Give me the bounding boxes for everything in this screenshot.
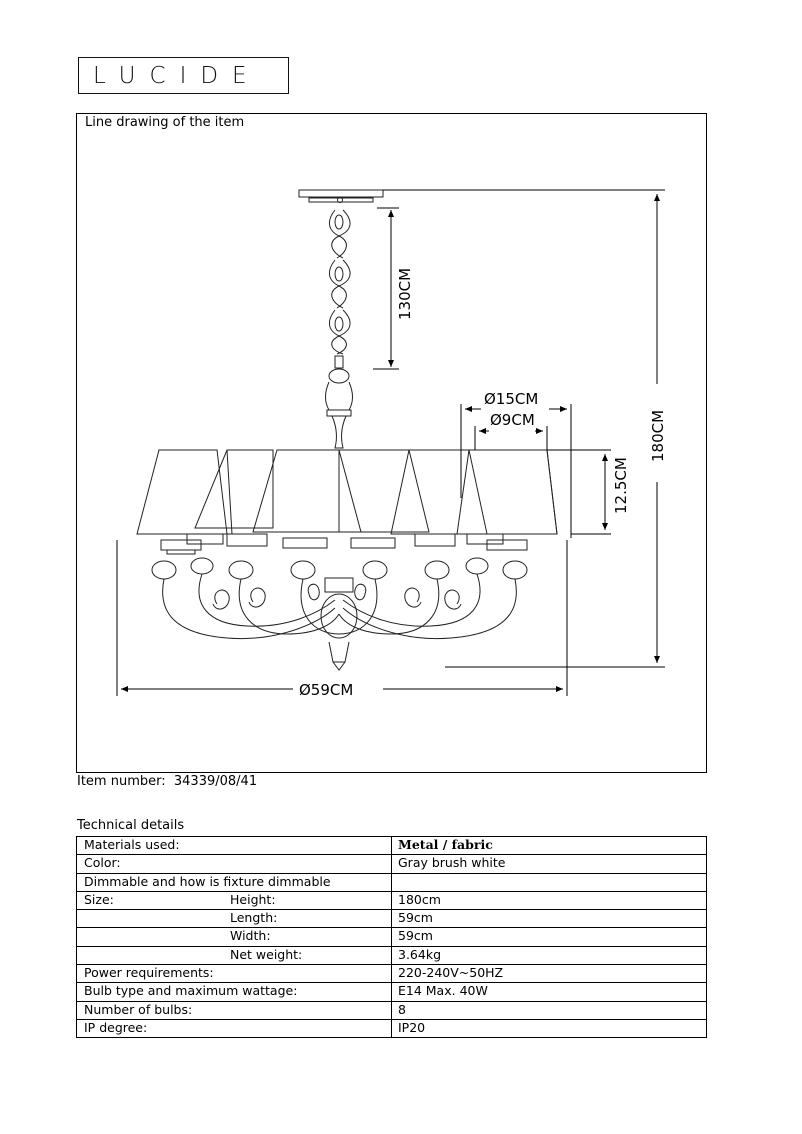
table-row — [77, 928, 707, 946]
logo-text: LUCIDE — [93, 63, 261, 89]
table-row — [77, 891, 707, 909]
spec-value: 220-240V~50HZ — [392, 965, 707, 983]
spec-label: Bulb type and maximum wattage: — [77, 983, 392, 1001]
spec-label: Number of bulbs: — [77, 1001, 392, 1019]
spec-label: Size: — [84, 891, 114, 907]
spec-value: Metal / fabric — [392, 837, 707, 855]
technical-details-title: Technical details — [77, 818, 185, 833]
spec-label: Power requirements: — [77, 965, 392, 983]
spec-value: Gray brush white — [392, 855, 707, 873]
table-row — [77, 837, 707, 855]
dim-shade-bottom-label: Ø15CM — [484, 390, 539, 408]
item-number-line — [77, 774, 257, 789]
spec-sublabel: Width: — [230, 928, 271, 944]
lucide-logo — [78, 57, 289, 94]
table-row — [77, 946, 707, 964]
spec-label: Color: — [77, 855, 392, 873]
knobs — [152, 558, 527, 579]
table-row — [77, 983, 707, 1001]
spec-value: 3.64kg — [392, 946, 707, 964]
spec-value — [392, 873, 707, 891]
spec-value: IP20 — [392, 1019, 707, 1037]
spec-label-with-sub — [77, 910, 392, 928]
shades — [137, 450, 557, 534]
spec-label-with-sub — [77, 891, 392, 909]
chain — [329, 210, 350, 354]
spec-sublabel: Length: — [230, 910, 278, 926]
table-row — [77, 910, 707, 928]
dim-shade-top-label: Ø9CM — [490, 411, 535, 429]
spec-value: 59cm — [392, 910, 707, 928]
spec-sublabel: Height: — [230, 891, 276, 907]
spec-label: Dimmable and how is fixture dimmable — [77, 873, 392, 891]
dim-total-height-label: 180CM — [649, 409, 667, 462]
drawing-label: Line drawing of the item — [85, 115, 245, 130]
item-number-label: Item number: — [77, 774, 166, 789]
dim-shade-height-label: 12.5CM — [612, 457, 630, 514]
candle-cups — [161, 534, 527, 554]
drawing-panel — [76, 113, 707, 773]
chandelier-outline — [137, 190, 557, 670]
spec-value: 8 — [392, 1001, 707, 1019]
spec-label: Materials used: — [77, 837, 392, 855]
technical-details-table — [76, 836, 707, 1038]
spec-value: E14 Max. 40W — [392, 983, 707, 1001]
dim-chain-label: 130CM — [396, 267, 414, 320]
table-row — [77, 965, 707, 983]
arms — [163, 574, 517, 639]
table-row — [77, 1001, 707, 1019]
chandelier-drawing — [77, 114, 708, 774]
spec-sublabel: Net weight: — [230, 946, 303, 962]
table-row — [77, 1019, 707, 1037]
spec-value: 59cm — [392, 928, 707, 946]
table-row — [77, 855, 707, 873]
dimension-lines — [117, 190, 665, 696]
dim-diameter-label: Ø59CM — [299, 681, 354, 699]
table-row — [77, 873, 707, 891]
item-number-value: 34339/08/41 — [173, 774, 258, 789]
spec-value: 180cm — [392, 891, 707, 909]
spec-label-with-sub — [77, 946, 392, 964]
spec-label: IP degree: — [77, 1019, 392, 1037]
spec-label-with-sub — [77, 928, 392, 946]
